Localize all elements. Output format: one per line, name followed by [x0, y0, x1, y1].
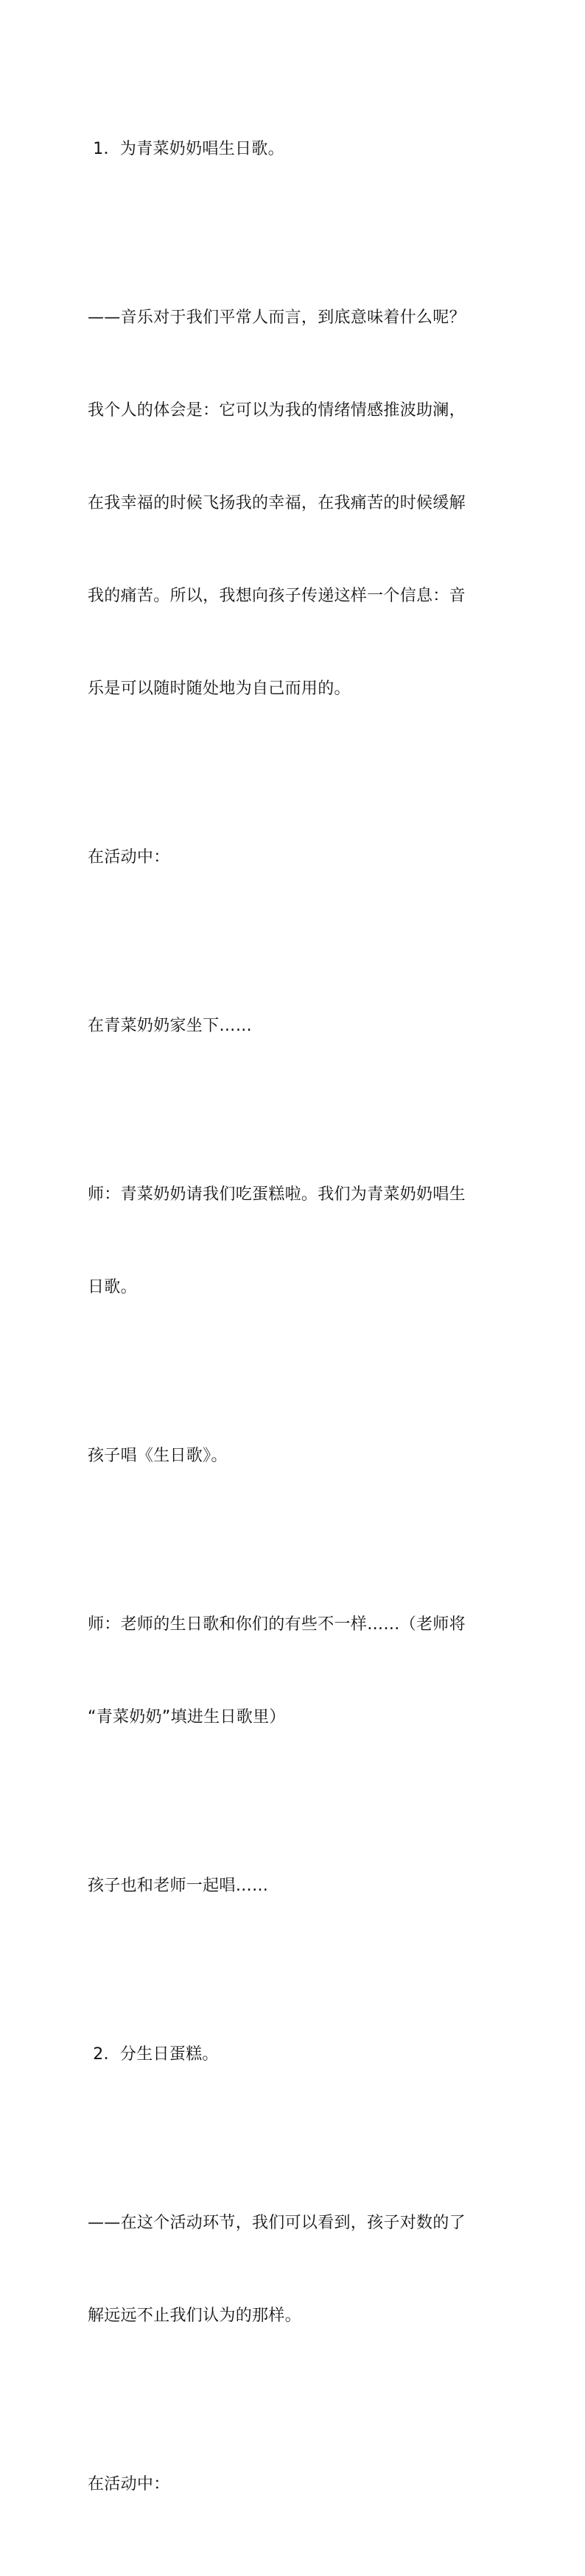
text-line: ——在这个活动环节，我们可以看到，孩子对数的了	[88, 2214, 466, 2232]
text-line: 我个人的体会是：它可以为我的情绪情感推波助澜，	[88, 401, 466, 420]
paragraph-children-sing	[88, 1379, 500, 1534]
section-heading-2	[88, 1977, 500, 2132]
paragraph-teacher-cake	[88, 1118, 500, 1365]
text-line: 在青菜奶奶家坐下……	[88, 1017, 253, 1035]
text-line: 孩子也和老师一起唱……	[88, 1877, 269, 1895]
paragraph-in-activity	[88, 780, 500, 935]
paragraph-in-activity-2	[88, 2407, 500, 2562]
text-line: 日歌。	[88, 1278, 137, 1296]
text-line: 解远远不止我们认为的那样。	[88, 2307, 301, 2325]
text-line: 孩子唱《生日歌》。	[88, 1447, 228, 1465]
text-line: ——音乐对于我们平常人而言，到底意味着什么呢？	[88, 308, 466, 327]
text-line: 2．分生日蛋糕。	[88, 2045, 219, 2064]
text-line: 我的痛苦。所以，我想向孩子传递这样一个信息：音	[88, 587, 466, 605]
text-line: 在活动中：	[88, 848, 170, 867]
paragraph-music-reflection	[88, 241, 500, 766]
paragraph-number-reflection	[88, 2146, 500, 2393]
text-line: “青菜奶奶”填进生日歌里）	[88, 1708, 286, 1726]
text-line: 师：青菜奶奶请我们吃蛋糕啦。我们为青菜奶奶唱生	[88, 1185, 466, 1204]
text-line: 在活动中：	[88, 2475, 170, 2494]
text-line: 乐是可以随时随处地为自己而用的。	[88, 680, 351, 698]
paragraph-teacher-different	[88, 1548, 500, 1795]
paragraph-sing-together	[88, 1809, 500, 1963]
text-line: 在我幸福的时候飞扬我的幸福，在我痛苦的时候缓解	[88, 494, 466, 512]
section-heading-1	[88, 72, 500, 227]
paragraph-sit-down	[88, 949, 500, 1104]
document-body	[88, 72, 500, 2576]
text-line: 师：老师的生日歌和你们的有些不一样……（老师将	[88, 1615, 466, 1634]
text-line: 1．为青菜奶奶唱生日歌。	[88, 140, 284, 158]
